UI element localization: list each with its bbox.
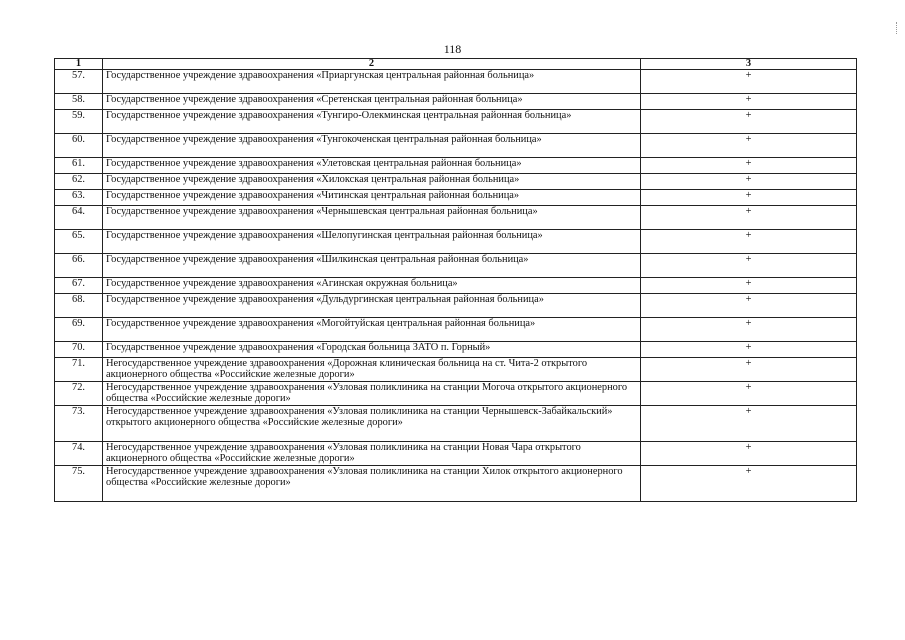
row-number: 61. [55, 158, 103, 174]
row-number: 67. [55, 278, 103, 294]
institution-name: Государственное учреждение здравоохранения «Чернышевская центральная районная больница» [103, 206, 641, 230]
inclusion-mark: + [641, 190, 857, 206]
inclusion-mark: + [641, 318, 857, 342]
institution-name: Государственное учреждение здравоохранения «Хилокская центральная районная больница» [103, 174, 641, 190]
table-body [55, 70, 857, 502]
row-number: 58. [55, 94, 103, 110]
table-row [55, 358, 857, 382]
institution-name: Государственное учреждение здравоохранения «Городская больница ЗАТО п. Горный» [103, 342, 641, 358]
institution-name: Государственное учреждение здравоохранения «Приаргунская центральная районная больница» [103, 70, 641, 94]
row-number: 64. [55, 206, 103, 230]
row-number: 69. [55, 318, 103, 342]
institution-name: Государственное учреждение здравоохранения «Шилкинская центральная районная больница» [103, 254, 641, 278]
row-number: 72. [55, 382, 103, 406]
inclusion-mark: + [641, 442, 857, 466]
row-number: 59. [55, 110, 103, 134]
inclusion-mark: + [641, 230, 857, 254]
inclusion-mark: + [641, 70, 857, 94]
row-number: 71. [55, 358, 103, 382]
table-row [55, 406, 857, 442]
scan-edge-mark [896, 22, 899, 34]
row-number: 63. [55, 190, 103, 206]
inclusion-mark: + [641, 94, 857, 110]
institution-name: Негосударственное учреждение здравоохранения «Узловая поликлиника на станции Новая Чара открытого акционерного общества «Российские железные дороги» [103, 442, 641, 466]
institution-name: Государственное учреждение здравоохранения «Шелопугинская центральная районная больница» [103, 230, 641, 254]
row-number: 65. [55, 230, 103, 254]
inclusion-mark: + [641, 206, 857, 230]
inclusion-mark: + [641, 358, 857, 382]
inclusion-mark: + [641, 294, 857, 318]
row-number: 68. [55, 294, 103, 318]
institution-name: Негосударственное учреждение здравоохранения «Дорожная клиническая больница на ст. Чита-2 открытого акционерного общества «Российские железные дороги» [103, 358, 641, 382]
inclusion-mark: + [641, 134, 857, 158]
inclusion-mark: + [641, 278, 857, 294]
row-number: 57. [55, 70, 103, 94]
table-row [55, 158, 857, 174]
table-row [55, 206, 857, 230]
table-row [55, 174, 857, 190]
institution-name: Государственное учреждение здравоохранения «Дульдургинская центральная районная больница» [103, 294, 641, 318]
table-row [55, 254, 857, 278]
institution-name: Негосударственное учреждение здравоохранения «Узловая поликлиника на станции Хилок открытого акционерного общества «Российские железные дороги» [103, 466, 641, 502]
table-row [55, 466, 857, 502]
row-number: 74. [55, 442, 103, 466]
inclusion-mark: + [641, 406, 857, 442]
table-row [55, 230, 857, 254]
inclusion-mark: + [641, 158, 857, 174]
institution-name: Государственное учреждение здравоохранения «Улетовская центральная районная больница» [103, 158, 641, 174]
row-number: 73. [55, 406, 103, 442]
page-number: 118 [443, 42, 462, 56]
institution-name: Государственное учреждение здравоохранения «Читинская центральная районная больница» [103, 190, 641, 206]
row-number: 66. [55, 254, 103, 278]
institution-name: Государственное учреждение здравоохранения «Тунгокоченская центральная районная больница» [103, 134, 641, 158]
inclusion-mark: + [641, 174, 857, 190]
institution-name: Государственное учреждение здравоохранения «Агинская окружная больница» [103, 278, 641, 294]
header-col-3: 3 [641, 59, 857, 70]
header-col-2: 2 [103, 59, 641, 70]
table-row [55, 110, 857, 134]
table-row [55, 382, 857, 406]
inclusion-mark: + [641, 110, 857, 134]
table-row [55, 318, 857, 342]
table-row [55, 294, 857, 318]
table-row [55, 342, 857, 358]
inclusion-mark: + [641, 382, 857, 406]
inclusion-mark: + [641, 466, 857, 502]
inclusion-mark: + [641, 254, 857, 278]
row-number: 60. [55, 134, 103, 158]
table-row [55, 190, 857, 206]
row-number: 62. [55, 174, 103, 190]
table-row [55, 134, 857, 158]
institution-name: Негосударственное учреждение здравоохранения «Узловая поликлиника на станции Могоча открытого акционерного общества «Российские железные дороги» [103, 382, 641, 406]
header-col-1: 1 [55, 59, 103, 70]
table-header-row [55, 59, 857, 70]
institution-name: Государственное учреждение здравоохранения «Сретенская центральная районная больница» [103, 94, 641, 110]
institution-name: Негосударственное учреждение здравоохранения «Узловая поликлиника на станции Чернышевск-Забайкальский» открытого акционерного общества «Российские железные дороги» [103, 406, 641, 442]
institutions-table [54, 58, 857, 502]
institution-name: Государственное учреждение здравоохранения «Могойтуйская центральная районная больница» [103, 318, 641, 342]
table-row [55, 70, 857, 94]
row-number: 70. [55, 342, 103, 358]
institution-name: Государственное учреждение здравоохранения «Тунгиро-Олекминская центральная районная больница» [103, 110, 641, 134]
table-row [55, 442, 857, 466]
row-number: 75. [55, 466, 103, 502]
inclusion-mark: + [641, 342, 857, 358]
table-row [55, 278, 857, 294]
table-row [55, 94, 857, 110]
